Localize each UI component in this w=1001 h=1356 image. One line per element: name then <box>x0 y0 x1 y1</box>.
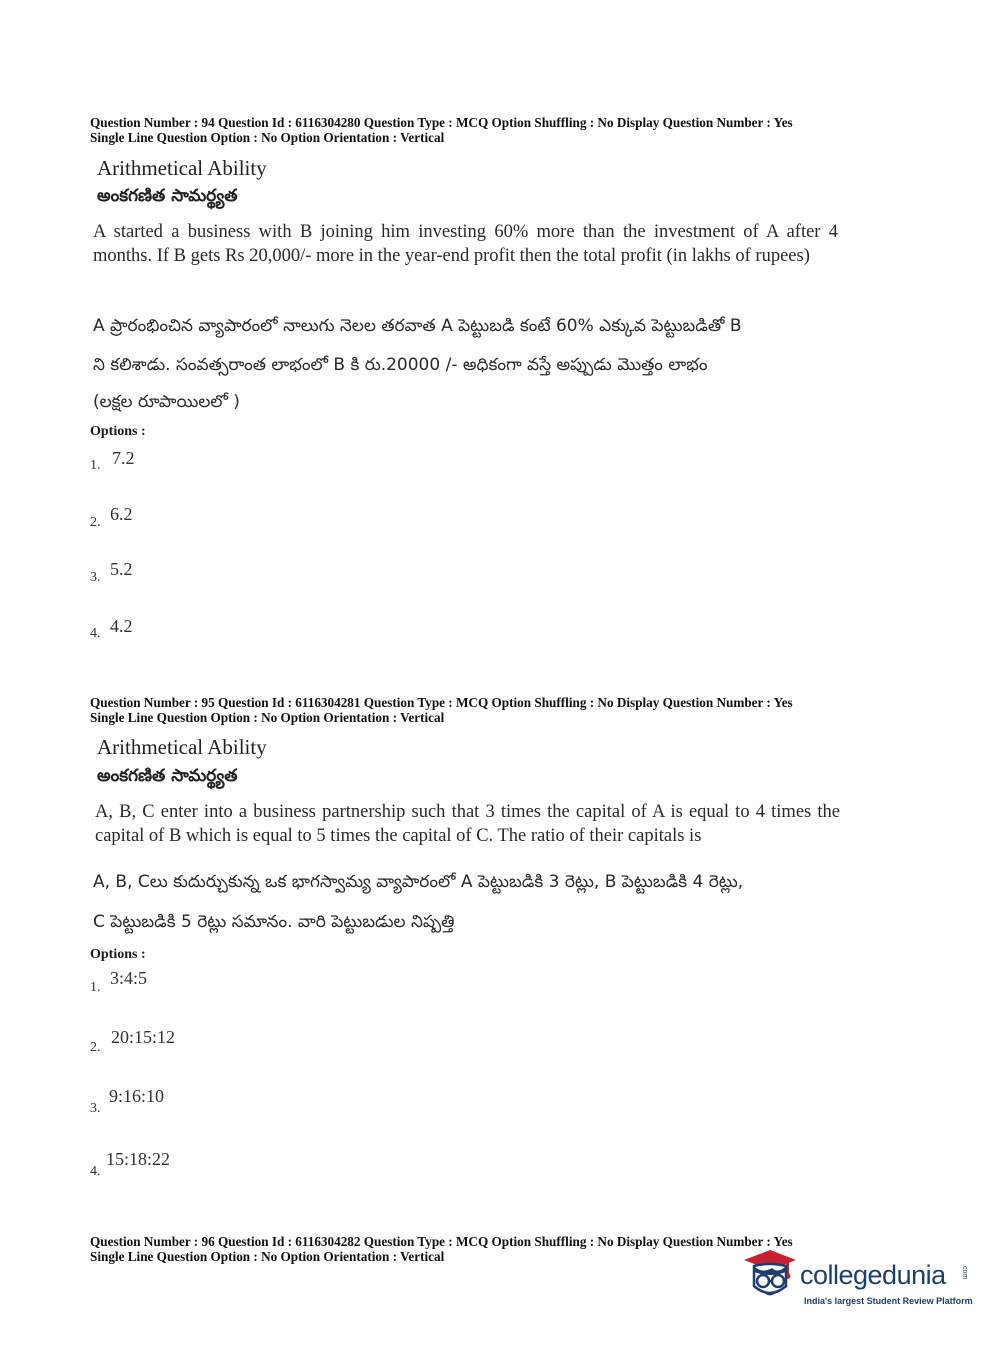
option-value: 15:18:22 <box>106 1149 171 1169</box>
question-text-telugu-line: (లక్షల రూపాయిలలో ) <box>93 392 240 412</box>
option-number: 4. <box>90 626 101 641</box>
question-text-telugu-line: A, B, Cలు కుదుర్చుకున్న ఒక భాగస్వామ్య వ్యాపారంలో A పెట్టుబడికి 3 రెట్లు, B పెట్టుబడికి 4 రెట్లు, <box>93 872 744 892</box>
question-meta-line2: Single Line Question Option : No Option Orientation : Vertical <box>90 130 445 145</box>
option-number: 1. <box>90 458 101 473</box>
option-number: 2. <box>90 515 101 530</box>
option-number: 3. <box>90 570 101 585</box>
question-meta-line1: Question Number : 95 Question Id : 6116304281 Question Type : MCQ Option Shuffling : No Display Question Number : Yes <box>90 695 793 710</box>
question-text: A started a business with B joining him investing 60% more than the investment of A after 4 months. If B gets Rs 20,000/- more in the year-end profit then the total profit (in lakhs of rupees) <box>93 222 838 266</box>
subject-title-telugu: అంకగణిత సామర్థ్యత <box>97 766 238 786</box>
logo-name: collegedunia <box>800 1260 946 1290</box>
subject-title: Arithmetical Ability <box>97 735 267 759</box>
option-number: 1. <box>90 980 101 995</box>
option-value: 7.2 <box>112 448 135 468</box>
options-label: Options : <box>90 947 146 962</box>
option-number: 3. <box>90 1101 101 1116</box>
question-meta-line2: Single Line Question Option : No Option Orientation : Vertical <box>90 710 445 725</box>
option-value: 5.2 <box>110 559 133 579</box>
question-meta-line1: Question Number : 96 Question Id : 6116304282 Question Type : MCQ Option Shuffling : No Display Question Number : Yes <box>90 1234 793 1249</box>
options-label: Options : <box>90 424 146 439</box>
subject-title-telugu: అంకగణిత సామర్థ్యత <box>97 186 238 206</box>
question-meta-line2: Single Line Question Option : No Option Orientation : Vertical <box>90 1249 445 1264</box>
option-value: 4.2 <box>110 616 133 636</box>
option-value: 20:15:12 <box>111 1027 176 1047</box>
graduate-mascot-icon <box>742 1248 798 1312</box>
option-value: 3:4:5 <box>110 968 148 988</box>
question-text-telugu-line: A ప్రారంభించిన వ్యాపారంలో నాలుగు నెలల తరవాత A పెట్టుబడి కంటే 60% ఎక్కువ పెట్టుబడితో B <box>93 316 742 336</box>
question-meta-line1: Question Number : 94 Question Id : 6116304280 Question Type : MCQ Option Shuffling : No Display Question Number : Yes <box>90 115 793 130</box>
collegedunia-watermark <box>742 1248 972 1312</box>
question-text-telugu-line: ని కలిశాడు. సంవత్సరాంత లాభంలో B కి రు.20000 /- అధికంగా వస్తే అప్పుడు మొత్తం లాభం <box>93 355 708 375</box>
logo-com: .com <box>961 1264 968 1280</box>
option-number: 4. <box>90 1164 101 1179</box>
logo-tagline: India's largest Student Review Platform <box>804 1296 973 1306</box>
subject-title: Arithmetical Ability <box>97 156 267 180</box>
option-value: 9:16:10 <box>109 1086 165 1106</box>
option-number: 2. <box>90 1040 101 1055</box>
option-value: 6.2 <box>110 504 133 524</box>
question-text: A, B, C enter into a business partnership such that 3 times the capital of A is equal to 4 times the capital of B which is equal to 5 times the capital of C. The ratio of their capitals is <box>95 802 840 846</box>
question-text-telugu-line: C పెట్టుబడికి 5 రెట్లు సమానం. వారి పెట్టుబడుల నిష్పత్తి <box>93 912 455 932</box>
